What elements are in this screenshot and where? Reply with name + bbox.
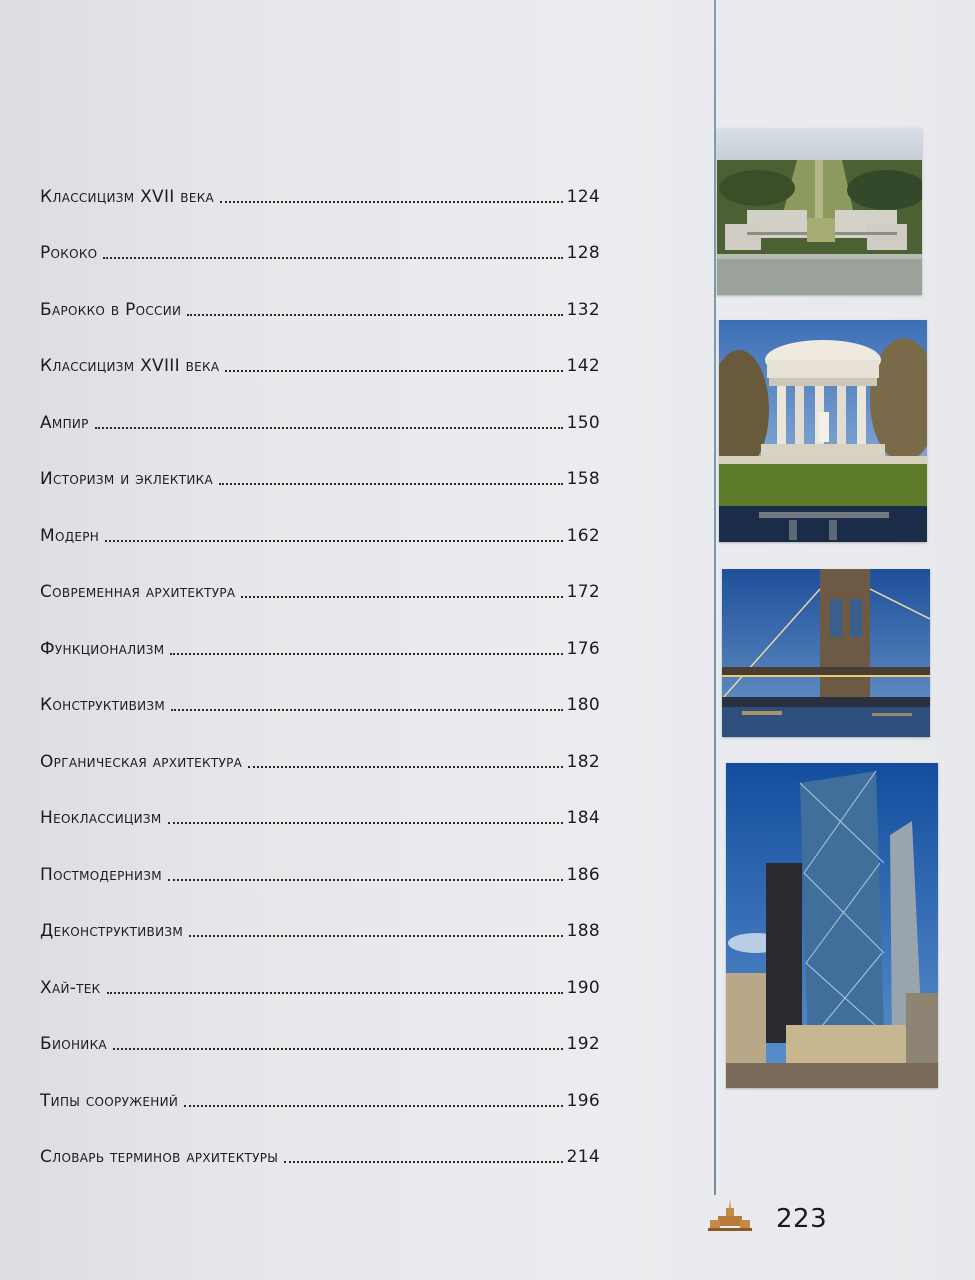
toc-entry [40, 263, 600, 320]
toc-dot-leader [187, 314, 562, 316]
toc-entry [40, 772, 600, 829]
toc-entry-title: Ампир [40, 412, 89, 433]
toc-entry-title: Неоклассицизм [40, 808, 162, 828]
toc-entry [40, 489, 600, 546]
toc-entry-page: 124 [566, 186, 600, 207]
toc-dot-leader [248, 766, 562, 768]
toc-entry [40, 1111, 600, 1168]
toc-entry-title: Типы сооружений [40, 1090, 179, 1111]
toc-entry-page: 182 [566, 751, 600, 772]
toc-entry-title: Рококо [40, 243, 98, 263]
toc-dot-leader [95, 427, 563, 429]
toc-entry-page: 132 [566, 299, 600, 320]
toc-dot-leader [219, 483, 563, 485]
toc-entry-page: 128 [566, 243, 600, 263]
glass-skyscraper-photo [726, 763, 938, 1088]
toc-entry-page: 186 [566, 864, 600, 885]
university-building-icon [708, 1194, 752, 1234]
toc-dot-leader [184, 1105, 562, 1107]
toc-entry-title: Постмодернизм [40, 864, 162, 885]
toc-entry-page: 176 [566, 638, 600, 659]
toc-entry-title: Классицизм XVII века [40, 186, 215, 207]
toc-entry-page: 180 [566, 695, 600, 715]
toc-entry-page: 172 [566, 582, 600, 602]
table-of-contents [40, 150, 600, 1167]
toc-entry-page: 184 [566, 808, 600, 828]
toc-dot-leader [168, 879, 563, 881]
toc-entry [40, 885, 600, 942]
toc-entry-page: 162 [566, 525, 600, 546]
toc-entry-title: Барокко в России [40, 299, 182, 320]
toc-dot-leader [171, 709, 563, 711]
toc-dot-leader [168, 822, 563, 824]
toc-entry [40, 433, 600, 490]
toc-entry-title: Функционализм [40, 638, 165, 659]
toc-dot-leader [220, 201, 563, 203]
rotunda-temple-photo [719, 320, 927, 542]
toc-entry [40, 376, 600, 433]
palace-aerial-photo [717, 128, 922, 295]
toc-entry [40, 715, 600, 772]
toc-entry-title: Деконструктивизм [40, 921, 183, 941]
toc-entry [40, 602, 600, 659]
toc-entry-title: Модерн [40, 525, 100, 546]
toc-entry-title: Органическая архитектура [40, 751, 243, 772]
toc-entry-page: 214 [566, 1147, 600, 1167]
toc-dot-leader [284, 1161, 562, 1163]
toc-entry [40, 150, 600, 207]
toc-entry [40, 320, 600, 377]
toc-dot-leader [107, 992, 563, 994]
toc-entry-title: Современная архитектура [40, 582, 236, 602]
vertical-divider-line [714, 0, 716, 1195]
toc-entry [40, 998, 600, 1055]
toc-dot-leader [103, 257, 562, 259]
toc-entry-page: 196 [566, 1090, 600, 1111]
toc-entry-title: Словарь терминов архитектуры [40, 1147, 279, 1167]
toc-entry-page: 192 [566, 1034, 600, 1054]
toc-entry-title: Историзм и эклектика [40, 469, 213, 489]
toc-dot-leader [170, 653, 562, 655]
toc-entry [40, 941, 600, 998]
toc-entry [40, 207, 600, 264]
toc-dot-leader [105, 540, 563, 542]
toc-entry-title: Хай-тек [40, 977, 101, 998]
toc-entry-page: 190 [566, 977, 600, 998]
toc-dot-leader [189, 935, 563, 937]
toc-dot-leader [113, 1048, 563, 1050]
page-number: 223 [776, 1204, 828, 1234]
toc-entry-title: Классицизм XVIII века [40, 356, 220, 376]
toc-dot-leader [225, 370, 562, 372]
toc-entry-title: Конструктивизм [40, 695, 166, 715]
toc-entry [40, 1054, 600, 1111]
toc-entry-page: 188 [566, 921, 600, 941]
toc-entry [40, 546, 600, 603]
toc-entry-page: 158 [566, 469, 600, 489]
toc-entry-page: 142 [566, 356, 600, 376]
toc-entry [40, 828, 600, 885]
toc-entry [40, 659, 600, 716]
toc-entry-title: Бионика [40, 1034, 107, 1054]
toc-dot-leader [241, 596, 562, 598]
toc-entry-page: 150 [566, 412, 600, 433]
suspension-bridge-photo [722, 569, 930, 737]
